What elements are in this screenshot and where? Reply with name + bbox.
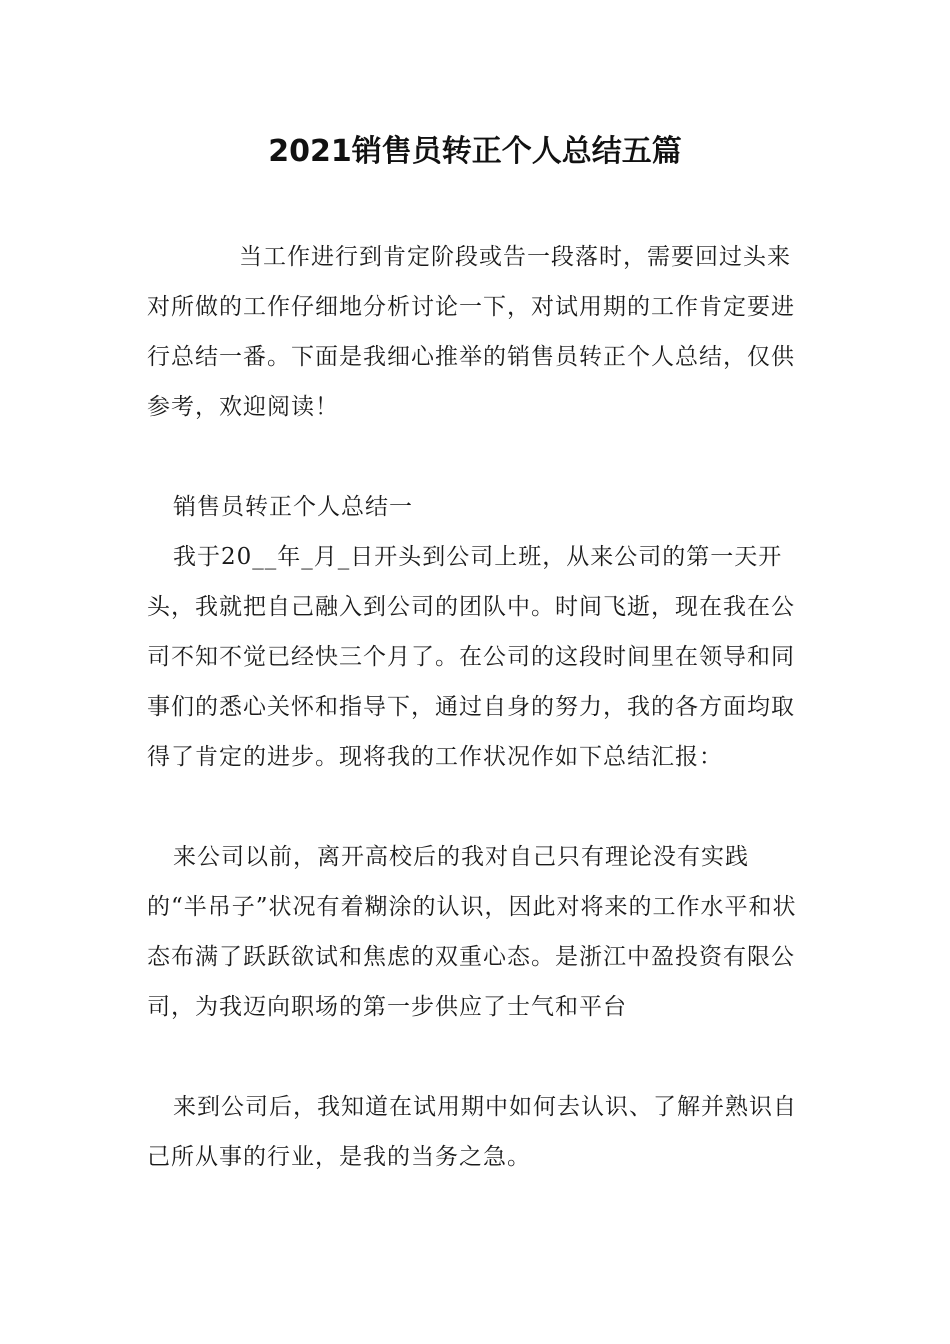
section-heading: 销售员转正个人总结一	[173, 494, 413, 520]
intro-paragraph: 当工作进行到肯定阶段或告一段落时，需要回过头来对所做的工作仔细地分析讨论一下，对试用期的工作肯定要进行总结一番。下面是我细心推举的销售员转正个人总结，仅供参考，欢迎阅读！	[147, 244, 795, 420]
body-paragraph-2: 来公司以前，离开高校后的我对自己只有理论没有实践的“半吊子”状况有着糊涂的认识，因此对将来的工作水平和状态布满了跃跃欲试和焦虑的双重心态。是浙江中盈投资有限公司，为我迈向职场的第一步供应了士气和平台	[147, 844, 797, 1020]
body-paragraph-1: 我于20__年_月_日开头到公司上班，从来公司的第一天开头，我就把自己融入到公司的团队中。时间飞逝，现在我在公司不知不觉已经快三个月了。在公司的这段时间里在领导和同事们的悉心关怀和指导下，通过自身的努力，我的各方面均取得了肯定的进步。现将我的工作状况作如下总结汇报：	[147, 544, 795, 770]
document-title: 2021销售员转正个人总结五篇	[268, 134, 682, 169]
body-paragraph-3: 来到公司后，我知道在试用期中如何去认识、了解并熟识自己所从事的行业，是我的当务之急。	[147, 1094, 797, 1170]
